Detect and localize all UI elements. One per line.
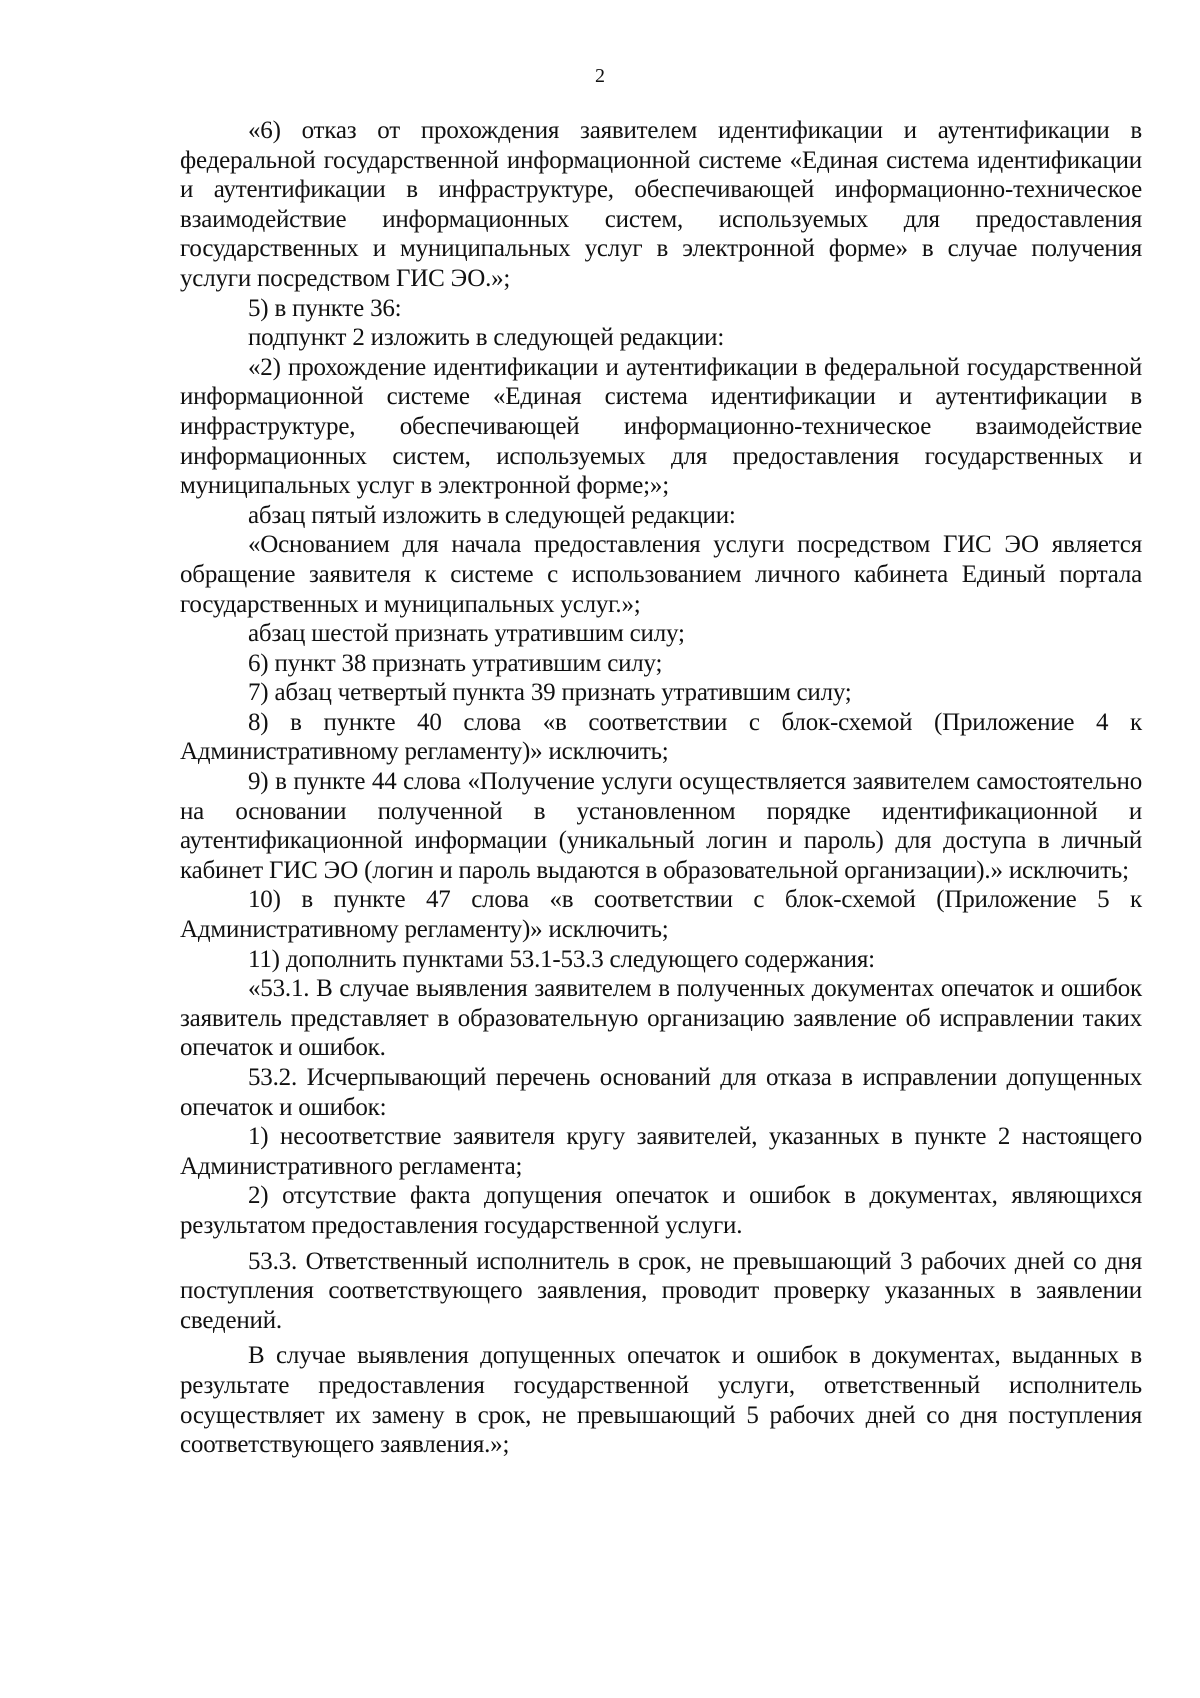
paragraph-53-2-item-2: 2) отсутствие факта допущения опечаток и ошибок в документах, являющихся результатом предоставления государственной услуги.	[180, 1182, 1142, 1239]
paragraph-fifth-edit: абзац пятый изложить в следующей редакции:	[248, 501, 736, 529]
paragraph-item-10-point-47: 10) в пункте 47 слова «в соответствии с блок-схемой (Приложение 5 к Административному регламенту)» исключить;	[180, 886, 1142, 944]
paragraph-item-11-add: 11) дополнить пунктами 53.1-53.3 следующего содержания:	[248, 945, 875, 973]
paragraph-item-7-point-39: 7) абзац четвертый пункта 39 признать утратившим силу;	[248, 679, 852, 707]
paragraph-53-1: «53.1. В случае выявления заявителем в полученных документах опечаток и ошибок заявитель представляет в образовательную организацию заявление об исправлении таких опечаток и ошибок.	[180, 975, 1142, 1062]
paragraph-53-2: 53.2. Исчерпывающий перечень оснований для отказа в исправлении допущенных опечаток и ошибок:	[180, 1064, 1142, 1121]
document-body	[180, 116, 1142, 1460]
paragraph-item-9-point-44: 9) в пункте 44 слова «Получение услуги осуществляется заявителем самостоятельно на основании полученной в установленном порядке идентификационной и аутентификационной информации (уникальный логин и пароль) для доступа в личный кабинет ГИС ЭО (логин и пароль выдаются в образовательной организации).» исключить;	[180, 768, 1142, 884]
paragraph-53-2-item-1: 1) несоответствие заявителя кругу заявителей, указанных в пункте 2 настоящего Административного регламента;	[180, 1123, 1142, 1180]
paragraph-item-6-refusal: «6) отказ от прохождения заявителем идентификации и аутентификации в федеральной государственной информационной системе «Единая система идентификации и аутентификации в инфраструктуре, обеспечивающей информационно-техническое взаимодействие информационных систем, используемых для предоставления государственных и муниципальных услуг в электронной форме» в случае получения услуги посредством ГИС ЭО.»;	[180, 117, 1142, 292]
paragraph-subitem-2-edit: подпункт 2 изложить в следующей редакции:	[248, 324, 725, 352]
paragraph-sixth-void: абзац шестой признать утратившим силу;	[248, 620, 685, 648]
paragraph-fifth-text: «Основанием для начала предоставления услуги посредством ГИС ЭО является обращение заявителя к системе с использованием личного кабинета Единый портала государственных и муниципальных услуг.»;	[180, 531, 1142, 618]
paragraph-53-3-replacement: В случае выявления допущенных опечаток и ошибок в документах, выданных в результате предоставления государственной услуги, ответственный исполнитель осуществляет их замену в срок, не превышающий 5 рабочих дней со дня поступления соответствующего заявления.»;	[180, 1342, 1142, 1459]
paragraph-item-6-point-38: 6) пункт 38 признать утратившим силу;	[248, 649, 663, 677]
paragraph-subitem-2-text: «2) прохождение идентификации и аутентификации в федеральной государственной информационной системе «Единая система идентификации и аутентификации в инфраструктуре, обеспечивающей информационно-техническое взаимодействие информационных систем, используемых для предоставления государственных и муниципальных услуг в электронной форме;»;	[180, 353, 1142, 500]
paragraph-53-3: 53.3. Ответственный исполнитель в срок, не превышающий 3 рабочих дней со дня поступления соответствующего заявления, проводит проверку указанных в заявлении сведений.	[180, 1247, 1142, 1334]
paragraph-item-5-point-36: 5) в пункте 36:	[248, 294, 402, 322]
page-number: 2	[595, 65, 605, 87]
paragraph-item-8-point-40: 8) в пункте 40 слова «в соответствии с блок-схемой (Приложение 4 к Административному регламенту)» исключить;	[180, 708, 1142, 766]
